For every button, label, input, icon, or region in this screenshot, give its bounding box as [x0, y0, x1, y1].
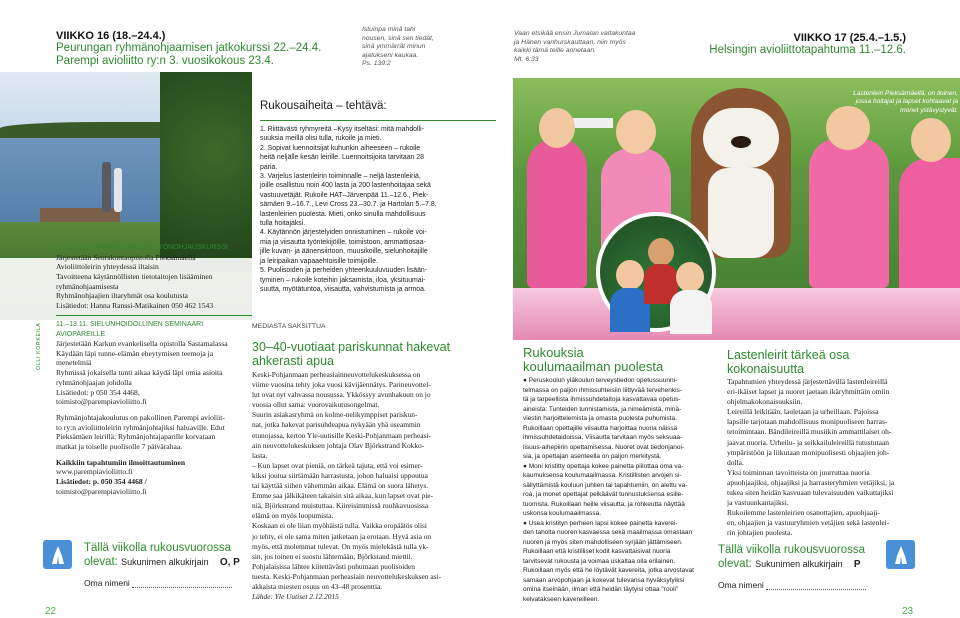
article-line: ain neuvottelukeskuksen johtaja Olav Björkstrand Kokko-: [252, 440, 425, 450]
article-line: kiksi joutua siirtämään harrastusta, johon haluaisi uppoutua: [252, 470, 428, 480]
prayer-topics: [260, 100, 498, 294]
praying-hands-icon: [886, 540, 915, 569]
camps-headline-1: Lastenleirit tärkeä osa: [727, 348, 850, 362]
quote-reference: Mt. 6:33: [514, 55, 539, 63]
caption-line: jossa hoitajat ja lapset kohtaavat ja: [855, 98, 958, 106]
prayer-turn-olevat: olevat:: [718, 558, 752, 570]
camps-headline-2: kokonaisuutta: [727, 361, 805, 376]
praying-hands-icon: [43, 540, 72, 569]
caption-line: Lastenleiri Pieksämäellä, on iloinen,: [853, 90, 958, 97]
prayer-line: sia, ja opettajan asenteella on paljon merkitystä.: [523, 453, 662, 460]
article-headline-1: 30–40-vuotiaat pariskunnat hakevat: [252, 340, 451, 354]
camps-line: Yksi toiminnan tavoitteista on juurruttaa nuoria: [727, 467, 870, 477]
prayer-line: tyminen – rukoile koteihin jaksamista, iloa, yksituumai-: [260, 276, 426, 284]
event-line: Järjestetään Karkun evankelisella opistolla Sastamalassa: [56, 339, 228, 348]
camps-line: ympäristöön ja liikutaan monipuolisesti ohjaajien joh-: [727, 447, 890, 457]
prayer-turn-surname-label: Sukunimen alkukirjain: [755, 559, 843, 569]
event-heading: 8.–15.7. RYHMÄNOHJAAJIEN TYÖNOHJAUSKURSSI: [56, 244, 228, 251]
event-heading: AVIOPAREILLE: [56, 330, 106, 338]
prayer-line: tulla hoitajaksi.: [260, 220, 306, 228]
camps-line: en, ohjaajien ja vastuuryhmien vetäjien sekä lastenlei-: [727, 518, 890, 528]
article-body: [252, 370, 474, 602]
article-line: nat, jotka hakevat parisuhdeapua nykyään yhä useammin: [252, 420, 421, 430]
article-line: Keski-Pohjanmaan perheasiainneuvottelukeskuksessa on: [252, 370, 421, 379]
caption-line: monet ystävystyvät.: [900, 106, 958, 114]
camps-line: tetoimintaan. Bändileireillä musiikin ammattilaiset oh-: [727, 427, 892, 437]
page-number-left: 22: [45, 606, 57, 617]
prayer-line: jille kuvan- ja äänensiirtoon, muusikoille, sielunhoitajille: [260, 248, 428, 256]
article-line: etunojassa, kertoo Yle-uutisille Keski-Pohjanmaan perheasi-: [252, 430, 431, 440]
camps-line: lapsille tarjotaan mahdollisuus monipuoliseen harras-: [727, 417, 888, 427]
prayer-turn-label: Tällä viikolla rukousvuorossa: [718, 544, 866, 556]
photo-credit-left: OLLI KORKEILA: [36, 322, 42, 370]
children-camps-article: [727, 349, 937, 539]
school-prayers-body: [523, 376, 723, 604]
prayer-turn-letters: O, P: [219, 557, 240, 568]
own-name-field[interactable]: [766, 584, 866, 590]
prayer-list: [260, 125, 498, 294]
school-prayers-headline-1: Rukouksia: [523, 345, 584, 360]
prayer-line: tuomista. Rukoillaan heille viisautta, ja rohkeutta näyttää: [523, 500, 685, 508]
prayer-line: aineista: Tunteiden tunnistamista, ja nimeämistä, minä-: [523, 405, 682, 413]
prayer-line: 5. Puolisoiden ja perheiden yhteenkuuluvuuden lisään-: [260, 267, 428, 275]
article-line: akkaista miesten osuus on 43–48 prosenttia.: [252, 581, 383, 591]
article-line: niä, Björkstrand muistuttaa. Kiireisimmissä ruuhkavuosissa: [252, 501, 429, 511]
events-block-1: [56, 243, 256, 311]
event-heading: 11.–13.11. SIELUNHOIDOLLINEN SEMINAARI: [56, 321, 204, 328]
week-event-left-1: Peurungan ryhmänohjaamisen jatkokurssi 22.–24.4.: [56, 42, 322, 54]
event-line: ryhmänohjaajan johdolla: [56, 377, 132, 387]
event-line: Ryhmissä jokaisella tunti aikaa käydä läpi omia asioita: [56, 368, 223, 378]
article-line: Suurin asiakasryhmä on kolme-nelikymppiset pariskun-: [252, 410, 418, 420]
prayer-line: 3. Varjelus lastenleirin toiminnalle – neljä lastenleiriä,: [260, 173, 421, 181]
article-line: vuosia ollut sama: vuorovaikutusongelmat.: [252, 400, 380, 410]
article-line: viime vuosina tehty joka vuosi kävijäennätys. Parineuvottel-: [252, 380, 431, 390]
week-title-left: VIIKKO 16 (18.–24.4.): [56, 30, 166, 42]
divider: [56, 315, 252, 316]
quote-line: kaikki tämä teille annetaan.: [514, 47, 596, 54]
prayer-line: ● Usea kristityn perheen lapsi kokee painetta kaverei-: [523, 519, 678, 527]
media-article: [252, 323, 474, 602]
prayer-line: roa, ja monet opettajat pelkäävät tunnustuksensa esille-: [523, 491, 684, 498]
prayer-line: suuksia meillä olisi tulla, rukoile ja mieti.: [260, 135, 382, 143]
prayer-line: ● Moni kristitty opettaja kokee painetta piilottaa oma va-: [523, 462, 684, 470]
prayer-line: 4. Käytännön järjestelyiden onnistuminen – rukoile voi-: [260, 229, 427, 237]
article-line: elämä on myös luopumista.: [252, 511, 334, 521]
own-name-label: Oma nimeni: [84, 578, 130, 588]
prayer-line: kelvatakseen kavereilleen.: [523, 595, 600, 603]
prayer-line: suutta, myötätuntoa, viisautta, vahvistumista ja armoa.: [260, 285, 426, 293]
prayer-turn-label: Tällä viikolla rukousvuorossa: [84, 542, 232, 554]
prayer-line: tarvitsevat rukousta ja voimaa uskaltaa olla erilainen.: [523, 557, 676, 565]
camps-line: apuohjaajiksi, ohjaajiksi ja harrasteryhmien vetäjiksi, ja: [727, 477, 895, 487]
prayer-line: 2. Sopivat luennoitsijat kuhunkin aiheeseen – rukoile: [260, 144, 421, 152]
photo-caption: [758, 90, 958, 115]
article-line: lasta.: [252, 450, 268, 460]
quote-line: nousen, sinä sen tiedät,: [362, 34, 434, 42]
camps-line: ja vastuunkantajiksi.: [727, 498, 789, 508]
article-line: sin, jos toinen ei suostu lähtemään, Björkstand miettii.: [252, 551, 413, 561]
prayer-title: Rukousaiheita – tehtävä:: [260, 100, 387, 112]
prayer-line: tä ja tarpeellista ihmissuhdetaitoja kasvattavaa opetus-: [523, 396, 681, 403]
week-event-right: Helsingin avioliittotapahtuma 11.–12.6.: [709, 44, 906, 56]
prayer-line: joille osallistuu noin 400 lasta ja 200 lastenhoitajaa sekä: [260, 182, 431, 190]
photo-credit-right: KUVAT HARRI JOKI: [506, 234, 512, 292]
prayer-turn-letters: P: [853, 559, 861, 570]
left-week-header: [56, 30, 346, 68]
prayer-line: ja leiripaikan vapaaehtoisille toimijoille.: [260, 257, 378, 265]
prayer-line: samaan arvopohjaan ja kokevat tulevansa hyväksytyiksi: [523, 576, 685, 584]
prayer-line: Rukoillaan että kristilliset kodit kasvattaisivat nuoria: [523, 548, 671, 555]
prayer-line: lisuus-aihepiirin opettamisessa. Nuoret ovat tiedonjanoi-: [523, 443, 685, 451]
camps-line: rin johtajien puolesta.: [727, 528, 793, 538]
own-name-field[interactable]: [132, 582, 232, 588]
camps-line: tukea siten heidän kasvuaan tulevaisuuden vaikuttajiksi: [727, 488, 894, 498]
prayer-turn-olevat: olevat:: [84, 556, 118, 568]
event-line: menetelmiä: [56, 358, 92, 368]
camps-line: Leireillä leikitään, lauletaan ja urheillaan. Pajoissa: [727, 407, 879, 417]
camps-line: Rukoilemme lastenleirien osanottajien, apuohjaaji-: [727, 508, 880, 518]
article-headline-2: ahkerasti apua: [252, 354, 335, 368]
article-line: – Kun lapset ovat pieniä, on tärkeä tajuta, että voi esimer-: [252, 460, 423, 470]
quote-line: sinä ymmärrät minun: [362, 43, 426, 50]
event-line: Avioliittoleirin yhteydessä iltaisin: [56, 262, 159, 272]
event-line: Ryhmänjohtajakoulutus on pakollinen Parempi avioliit-: [56, 412, 225, 422]
quote-line: ja Hänen vanhurskauttaan, niin myös: [514, 38, 626, 46]
prayer-line: Rukoillaan opettajille viisautta harjoittaa nuoria näissä: [523, 424, 678, 432]
article-line: tai käyttää siihen vähemmän aikaa. Elämä on suora lähetys.: [252, 481, 429, 491]
events-block-2: [56, 320, 256, 497]
prayer-line: sämäen 9.–16.7., Levi Cross 23.–30.7. ja Hartolan 5.–7.8.: [260, 201, 437, 209]
event-line: Ryhmänohjaajien iltaryhmät osa koulutusta: [56, 291, 188, 301]
article-line: jo tehty, ei ole sama miten jatketaan ja erotaan. Hyvä asia on: [252, 531, 432, 541]
article-kicker: MEDIASTA SAKSITTUA: [252, 323, 326, 330]
prayer-line: uskonsa koulumaailmassa.: [523, 510, 602, 517]
article-line: lut ovat nyt vahvassa nousussa. Ykkössyy avunhakuun on jo: [252, 390, 431, 400]
event-line: Lisätiedot: p 050 354 4468,: [56, 387, 140, 397]
event-line: ryhmänohjaamisesta: [56, 281, 119, 291]
event-line: Tavoitteena käytännöllisten tietotaitojen lisääminen: [56, 271, 213, 281]
prayer-turn-surname-label: Sukunimen alkukirjain: [121, 557, 209, 567]
article-line: Emme saa jälkikäteen takaisin sitä aikaa, kun lapset ovat pie-: [252, 491, 434, 501]
children-inset-circle-photo: [596, 212, 716, 332]
camps-line: Tapahtumien yhteydessä järjestettävillä lastenleireillä: [727, 377, 888, 386]
prayer-line: vastuuvetäjät. Rukoile HAT–Järvenpää 11.–12.6., Piek-: [260, 191, 429, 199]
prayer-line: nuoren ja myös siten mahdolliseen syrjään jättämiseen.: [523, 538, 683, 546]
prayer-line: lastenleirien puolesta. Mieti, onko sinulla mahdollisuus: [260, 210, 426, 218]
page-number-right: 23: [902, 606, 914, 617]
event-line: matkat ja toiselle puolisolle 7 päivärahaa.: [56, 442, 183, 452]
article-line: tuesta. Keski-Pohjanmaan perheasiain neuvottelukeskuksen asi-: [252, 571, 442, 581]
quote-line: Vaan etsikää ensin Jumalan valtakuntaa: [514, 30, 636, 37]
right-week-header: [666, 32, 906, 57]
quote-reference: Ps. 139:2: [362, 60, 391, 67]
prayer-line: telmassa on paljon ihmissuhteisiin liittyvää tervehenkis-: [523, 386, 682, 394]
prayer-turn-right: [718, 544, 888, 590]
week-title-right: VIIKKO 17 (25.4.–1.5.): [793, 32, 906, 44]
prayer-line: den taholta nuoren kasvaessa sekä maailmassa omastaan: [523, 529, 693, 536]
article-line: Pohjalaisissa lähtee kiitettävästi puhumaan puolisoiden: [252, 561, 415, 571]
prayer-line: omina itseinään, ilman että heidän täytyisi ottaa "rooli": [523, 586, 679, 593]
prayer-turn-left: [84, 542, 254, 588]
event-line: Lisätiedot: Hanna Ranssi-Matikainen 050 462 1543: [56, 301, 214, 311]
article-line: myös, että molemmat tulevat. On myös mielekästä tulla yk-: [252, 541, 429, 551]
event-email[interactable]: toimisto@parempiavioliitto.fi: [56, 486, 147, 496]
event-line: Kaikkiin tapahtumiin ilmoittautuminen: [56, 457, 186, 467]
event-line: toimisto@parempiavioliitto.fi: [56, 397, 147, 407]
camps-line: ohjelmakokonaisuuksiin.: [727, 397, 803, 407]
camps-line: dolla.: [727, 457, 744, 467]
event-line: to ry:n avioliittoleirin ryhmänjohtajiksi haluaville. Edut: [56, 422, 225, 432]
event-link[interactable]: www.parempiavioliitto.fi: [56, 467, 133, 477]
bible-quote-left: [362, 26, 472, 69]
quote-line: Istuinpa minä tahi: [362, 26, 416, 33]
week-event-left-2: Parempi avioliitto ry:n 3. vuosikokous 23.4.: [56, 55, 274, 67]
prayer-line: mia ja viisautta työntekijöille, toimistoon, ammattiosaa-: [260, 238, 426, 246]
school-prayers-headline-2: koulumaailman puolesta: [523, 359, 664, 374]
camps-body: [727, 377, 937, 539]
prayer-line: 1. Riittävästi ryhmyreitä –Kysy itseltäsi: mitä mahdolli-: [260, 126, 424, 133]
article-source: Lähde: Yle Uutiset 2.12.2015: [252, 592, 339, 602]
quote-line: ajatukseni kaukaa.: [362, 51, 419, 59]
divider: [260, 120, 496, 121]
school-prayers: [523, 346, 723, 604]
camps-line: eri-ikäiset lapset ja nuoret jaetaan ikäryhmittäin omiin: [727, 387, 890, 397]
prayer-line: viestin harjoittelemista ja omasta puolesta puhumista.: [523, 415, 677, 422]
prayer-line: ihmissuhdetaidoissa. Viisautta tarvitaan myös seksuaa-: [523, 434, 683, 441]
event-line: Käydään läpi tunne-elämän eheytymisen teemoja ja: [56, 348, 214, 358]
own-name-label: Oma nimeni: [718, 580, 764, 590]
children-camp-photo: [506, 78, 960, 340]
prayer-line: paria.: [260, 163, 278, 171]
article-line: Koskaan ei ole liian myöhäistä tulla. Vaikka eropäätös olisi: [252, 521, 427, 531]
prayer-line: Rukoillaan myös että he löytävät kavereita, jotka arvostavat: [523, 567, 694, 574]
prayer-line: ● Peruskoulun yläkoulun terveystiedon opetussuunni-: [523, 377, 678, 384]
event-line: Lisätiedot: p. 050 354 4468 /: [56, 477, 147, 487]
bible-quote-right: [514, 30, 674, 64]
event-line: Pieksämäen leirillä: Ryhmänjohtajaparille korvataan: [56, 432, 216, 442]
camps-line: jaavat nuoria. Urheilu- ja seikkailuleireillä tutustutaan: [727, 437, 890, 447]
event-line: Järjestetään Seurakuntaopistolla Pieksämäellä: [56, 252, 196, 262]
prayer-line: heitä neljälle kesän leirille. Luennoitsijoita tarvitaan 28: [260, 154, 424, 162]
prayer-line: kaumuksensa koulumaailmassa. Kristillisten arvojen si-: [523, 472, 682, 479]
prayer-line: sällyttämistä kouluun juhlien tai tapahtumiin, on alettu va-: [523, 481, 688, 489]
